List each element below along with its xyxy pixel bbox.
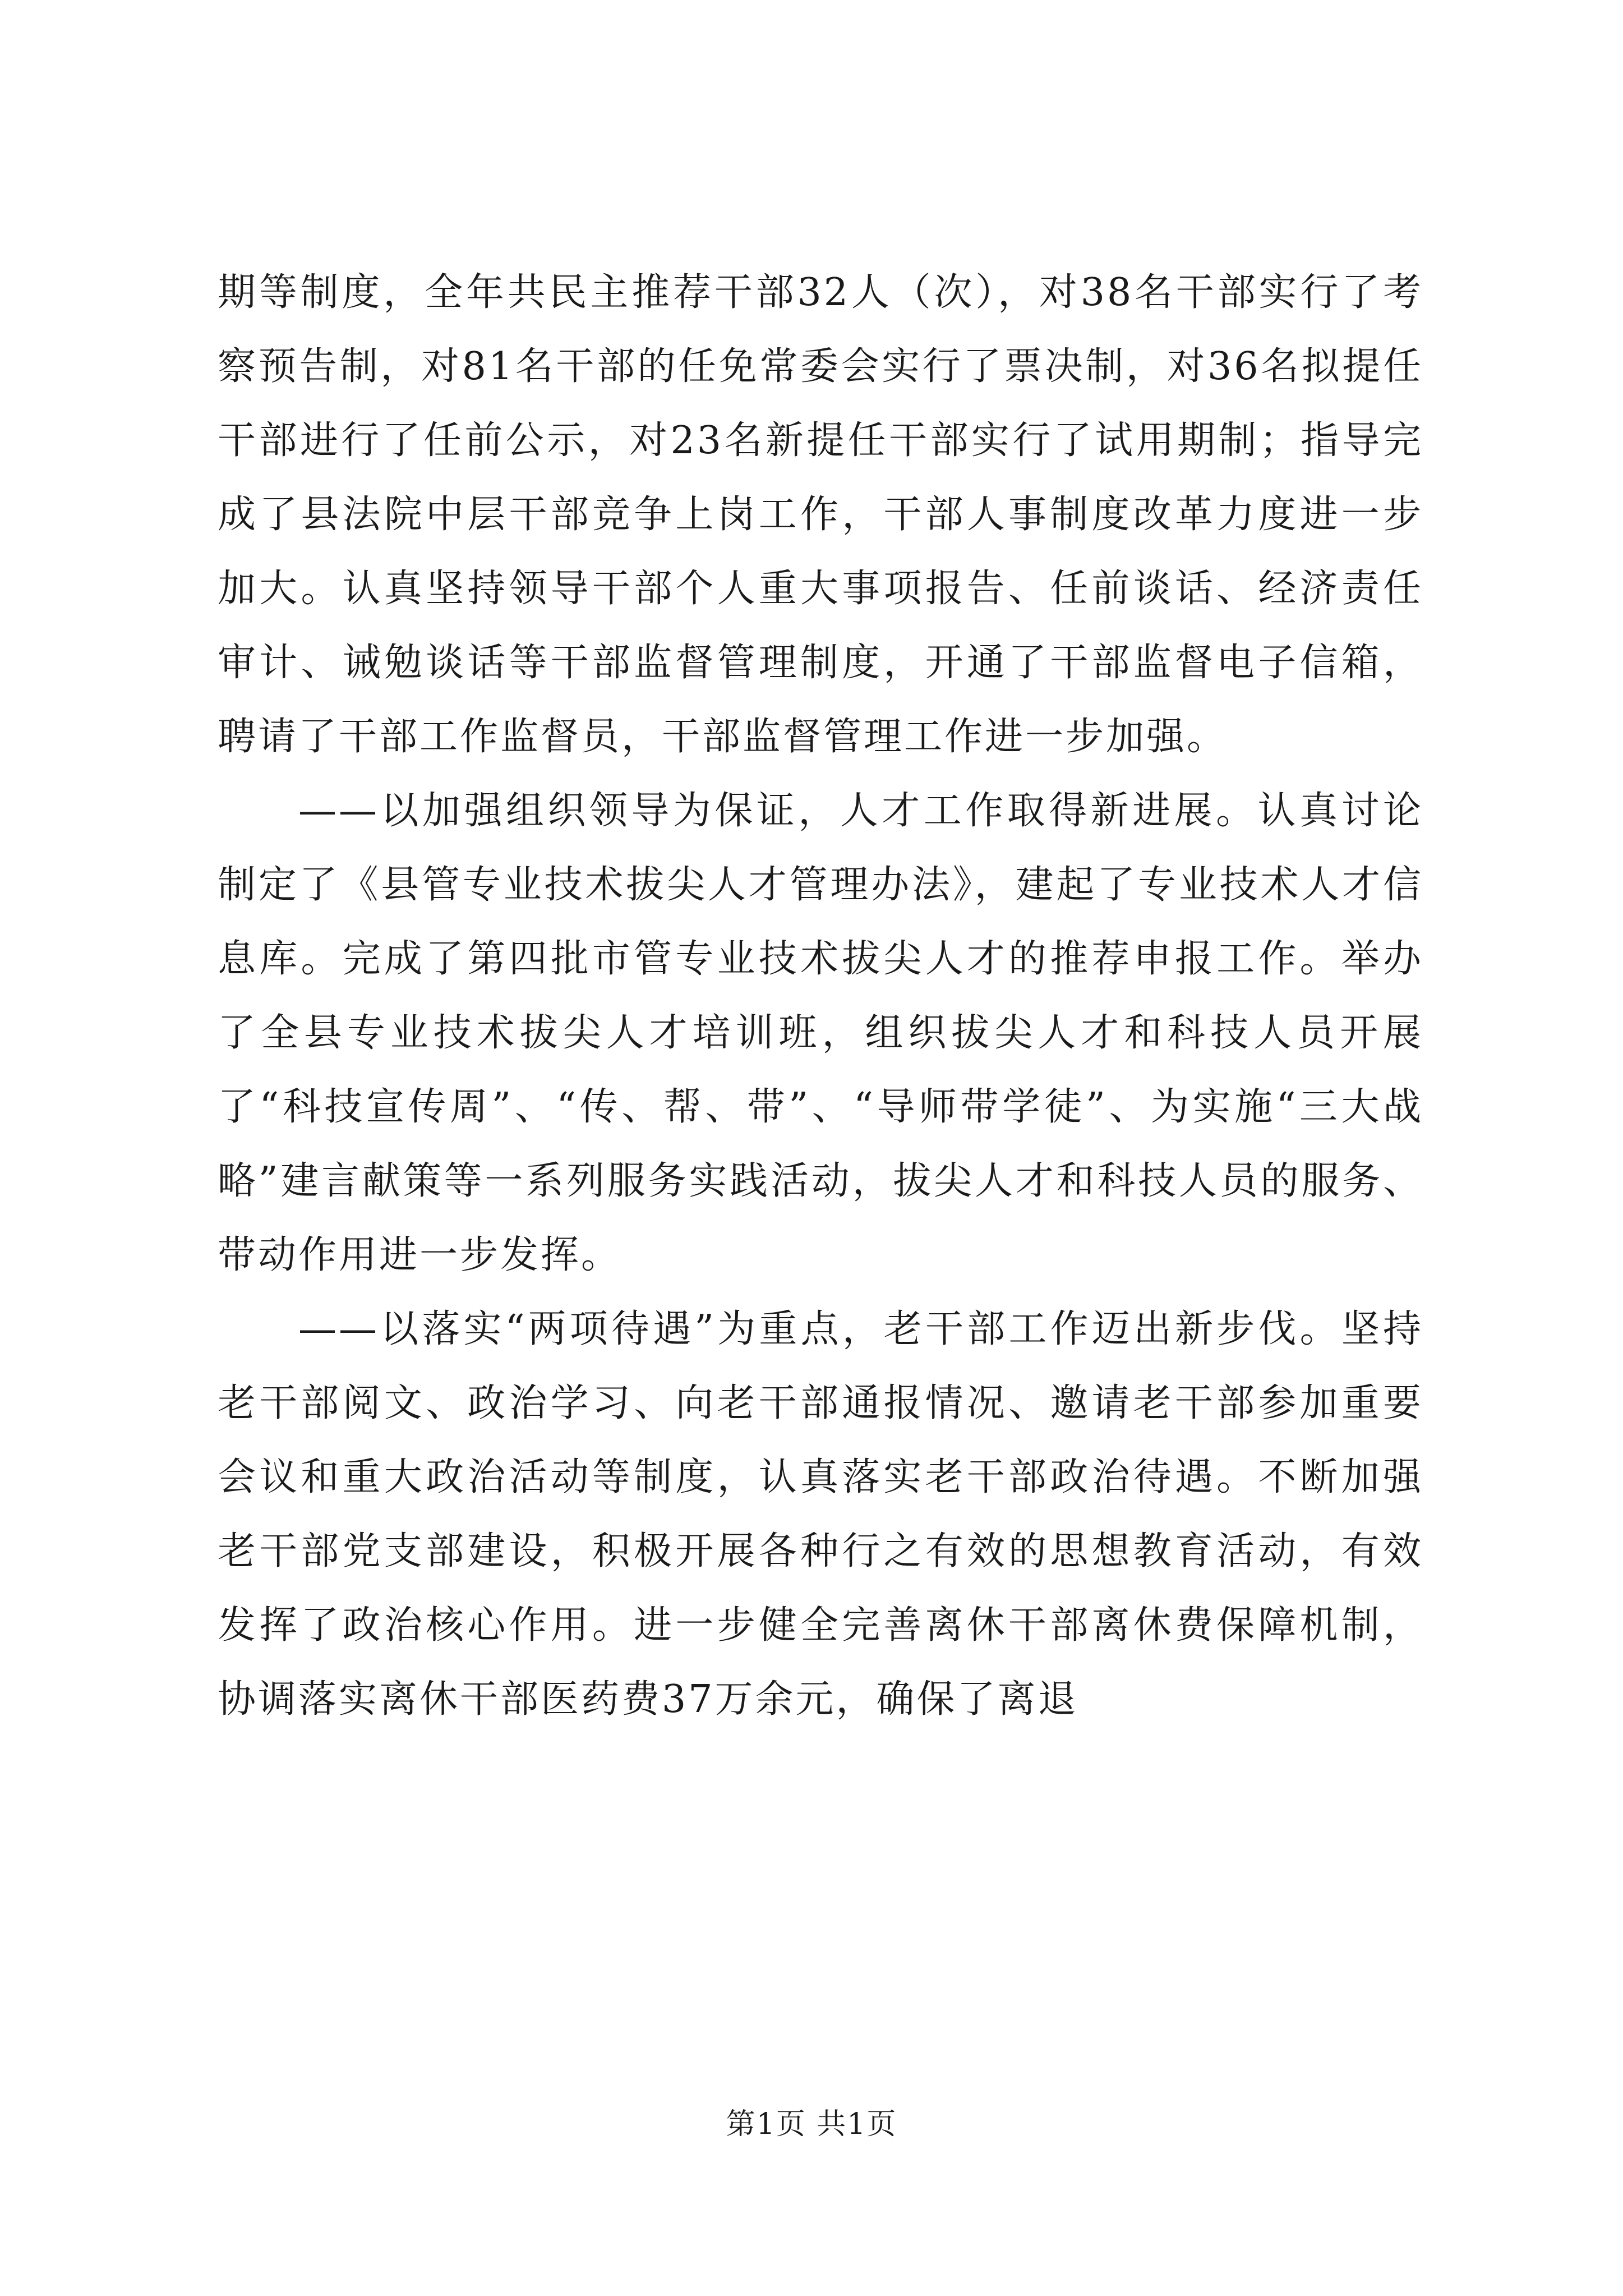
page-footer: 第1页 共1页 [726, 2108, 897, 2141]
paragraph-2: ——以加强组织领导为保证，人才工作取得新进展。认真讨论制定了《县管专业技术拔尖人才管理办法》，建起了专业技术人才信息库。完成了第四批市管专业技术拔尖人才的推荐申报工作。举办了全县专业技术拔尖人才培训班，组织拔尖人才和科技人员开展了“科技宣传周”、“传、帮、带”、“导师带学徒”、为实施“三大战略”建言献策等一系列服务实践活动，拔尖人才和科技人员的服务、带动作用进一步发挥。 [218, 789, 1423, 1277]
paragraph-3: ——以落实“两项待遇”为重点，老干部工作迈出新步伐。坚持老干部阅文、政治学习、向老干部通报情况、邀请老干部参加重要会议和重大政治活动等制度，认真落实老干部政治待遇。不断加强老干部党支部建设，积极开展各种行之有效的思想教育活动，有效发挥了政治核心作用。进一步健全完善离休干部离休费保障机制，协调落实离休干部医药费37万余元，确保了离退 [218, 1307, 1423, 1722]
paragraph-1: 期等制度，全年共民主推荐干部32人（次），对38名干部实行了考察预告制，对81名干部的任免常委会实行了票决制，对36名拟提任干部进行了任前公示，对23名新提任干部实行了试用期制；指导完成了县法院中层干部竞争上岗工作，干部人事制度改革力度进一步加大。认真坚持领导干部个人重大事项报告、任前谈话、经济责任审计、诫勉谈话等干部监督管理制度，开通了干部监督电子信箱，聘请了干部工作监督员，干部监督管理工作进一步加强。 [218, 270, 1423, 759]
document-body [218, 256, 1423, 1737]
